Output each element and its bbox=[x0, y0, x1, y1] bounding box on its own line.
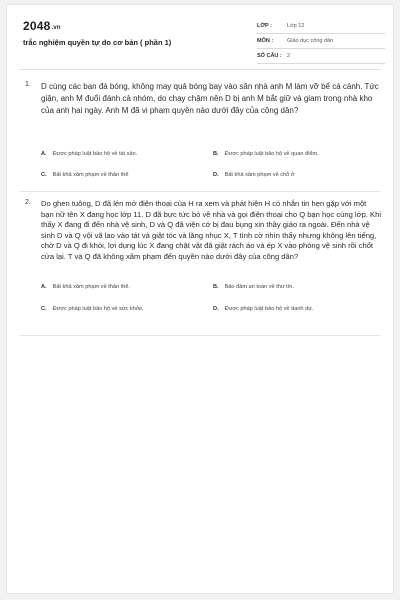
option-letter: A. bbox=[41, 284, 47, 290]
option-letter: B. bbox=[213, 284, 219, 290]
option-text: Được pháp luật bảo hộ về sức khỏe. bbox=[52, 306, 144, 312]
meta-key: MÔN : bbox=[257, 38, 274, 44]
option-c[interactable] bbox=[41, 306, 144, 312]
question-2 bbox=[19, 199, 381, 329]
meta-row-question-count bbox=[257, 49, 385, 64]
meta-row-class bbox=[257, 19, 385, 34]
meta-key: SỐ CÂU : bbox=[257, 53, 282, 59]
meta-value: Lớp 12 bbox=[287, 23, 305, 29]
option-letter: C. bbox=[41, 172, 47, 178]
document-meta bbox=[257, 19, 385, 64]
site-logo[interactable] bbox=[23, 19, 61, 33]
option-letter: D. bbox=[213, 306, 219, 312]
option-d[interactable] bbox=[213, 306, 314, 312]
option-b[interactable] bbox=[213, 284, 294, 290]
option-letter: A. bbox=[41, 151, 47, 157]
option-b[interactable] bbox=[213, 151, 319, 157]
question-text: Do ghen tuông, D đã lén mở điện thoại của H ra xem và phát hiện H có nhắn tin hẹn gặp với một bạn nữ tên X đang học lớp 11. D đã bực tức bỏ về nhà và gọi điện thoại cho Q bạn học cùng lớp. Khi thấy X đang đi đến nhà vệ sinh, D và Q đã viện cớ bị đau bụng xin thầy giáo ra ngoài. Đến nhà vệ sinh D và Q vội vã lao vào tát và giật tóc và lăng nhục X, T tình cờ nhìn thấy nhưng không lên tiếng, chờ D và Q đi khỏi, lợi dụng lúc X đang chật vật đã giật rách áo và ép X vào phòng vệ sinh rồi chốt cửa lại. T và Q đã không xâm phạm đến quyền nào dưới đây của công dân? bbox=[41, 199, 382, 261]
question-divider bbox=[19, 335, 381, 336]
question-divider bbox=[19, 191, 381, 192]
option-text: Được pháp luật bảo hộ về danh dự. bbox=[224, 306, 314, 312]
question-number: 2. bbox=[25, 199, 31, 206]
option-a[interactable] bbox=[41, 151, 137, 157]
option-d[interactable] bbox=[213, 172, 295, 178]
option-text: Bất khả xâm phạm về chỗ ở bbox=[224, 172, 295, 178]
option-text: Bất khả xâm phạm về thân thể bbox=[52, 172, 129, 178]
header-divider bbox=[19, 69, 381, 70]
document-title: trắc nghiệm quyền tự do cơ bản ( phần 1) bbox=[23, 38, 172, 47]
meta-value: Giáo dục công dân bbox=[287, 38, 334, 44]
option-text: Được pháp luật bảo hộ về tài sản. bbox=[52, 151, 138, 157]
option-text: Được pháp luật bảo hộ về quan điểm. bbox=[224, 151, 319, 157]
logo-tld: .vn bbox=[51, 25, 61, 31]
document-page bbox=[6, 4, 394, 594]
question-1 bbox=[19, 81, 381, 191]
option-text: Bảo đảm an toàn về thư tín. bbox=[224, 284, 294, 290]
option-letter: B. bbox=[213, 151, 219, 157]
option-c[interactable] bbox=[41, 172, 128, 178]
document-header bbox=[7, 5, 393, 67]
question-number: 1. bbox=[25, 81, 31, 88]
meta-row-subject bbox=[257, 34, 385, 49]
question-text: D cùng các bạn đá bóng, không may quả bóng bay vào sân nhà anh M làm vỡ bể cá cảnh. Tức giận, anh M đuổi đánh cả nhóm, do chạy chậm nên D bị anh M bắt giữ và giam trong nhà kho của anh hai ngày. Anh M đã vi phạm quyền nào dưới đây của công dân? bbox=[41, 82, 379, 115]
option-letter: C. bbox=[41, 306, 47, 312]
option-text: Bất khả xâm phạm về thân thể. bbox=[52, 284, 131, 290]
option-a[interactable] bbox=[41, 284, 130, 290]
option-letter: D. bbox=[213, 172, 219, 178]
meta-key: LỚP : bbox=[257, 23, 272, 29]
logo-main: 2048 bbox=[23, 19, 51, 33]
meta-value: 2 bbox=[287, 53, 291, 59]
